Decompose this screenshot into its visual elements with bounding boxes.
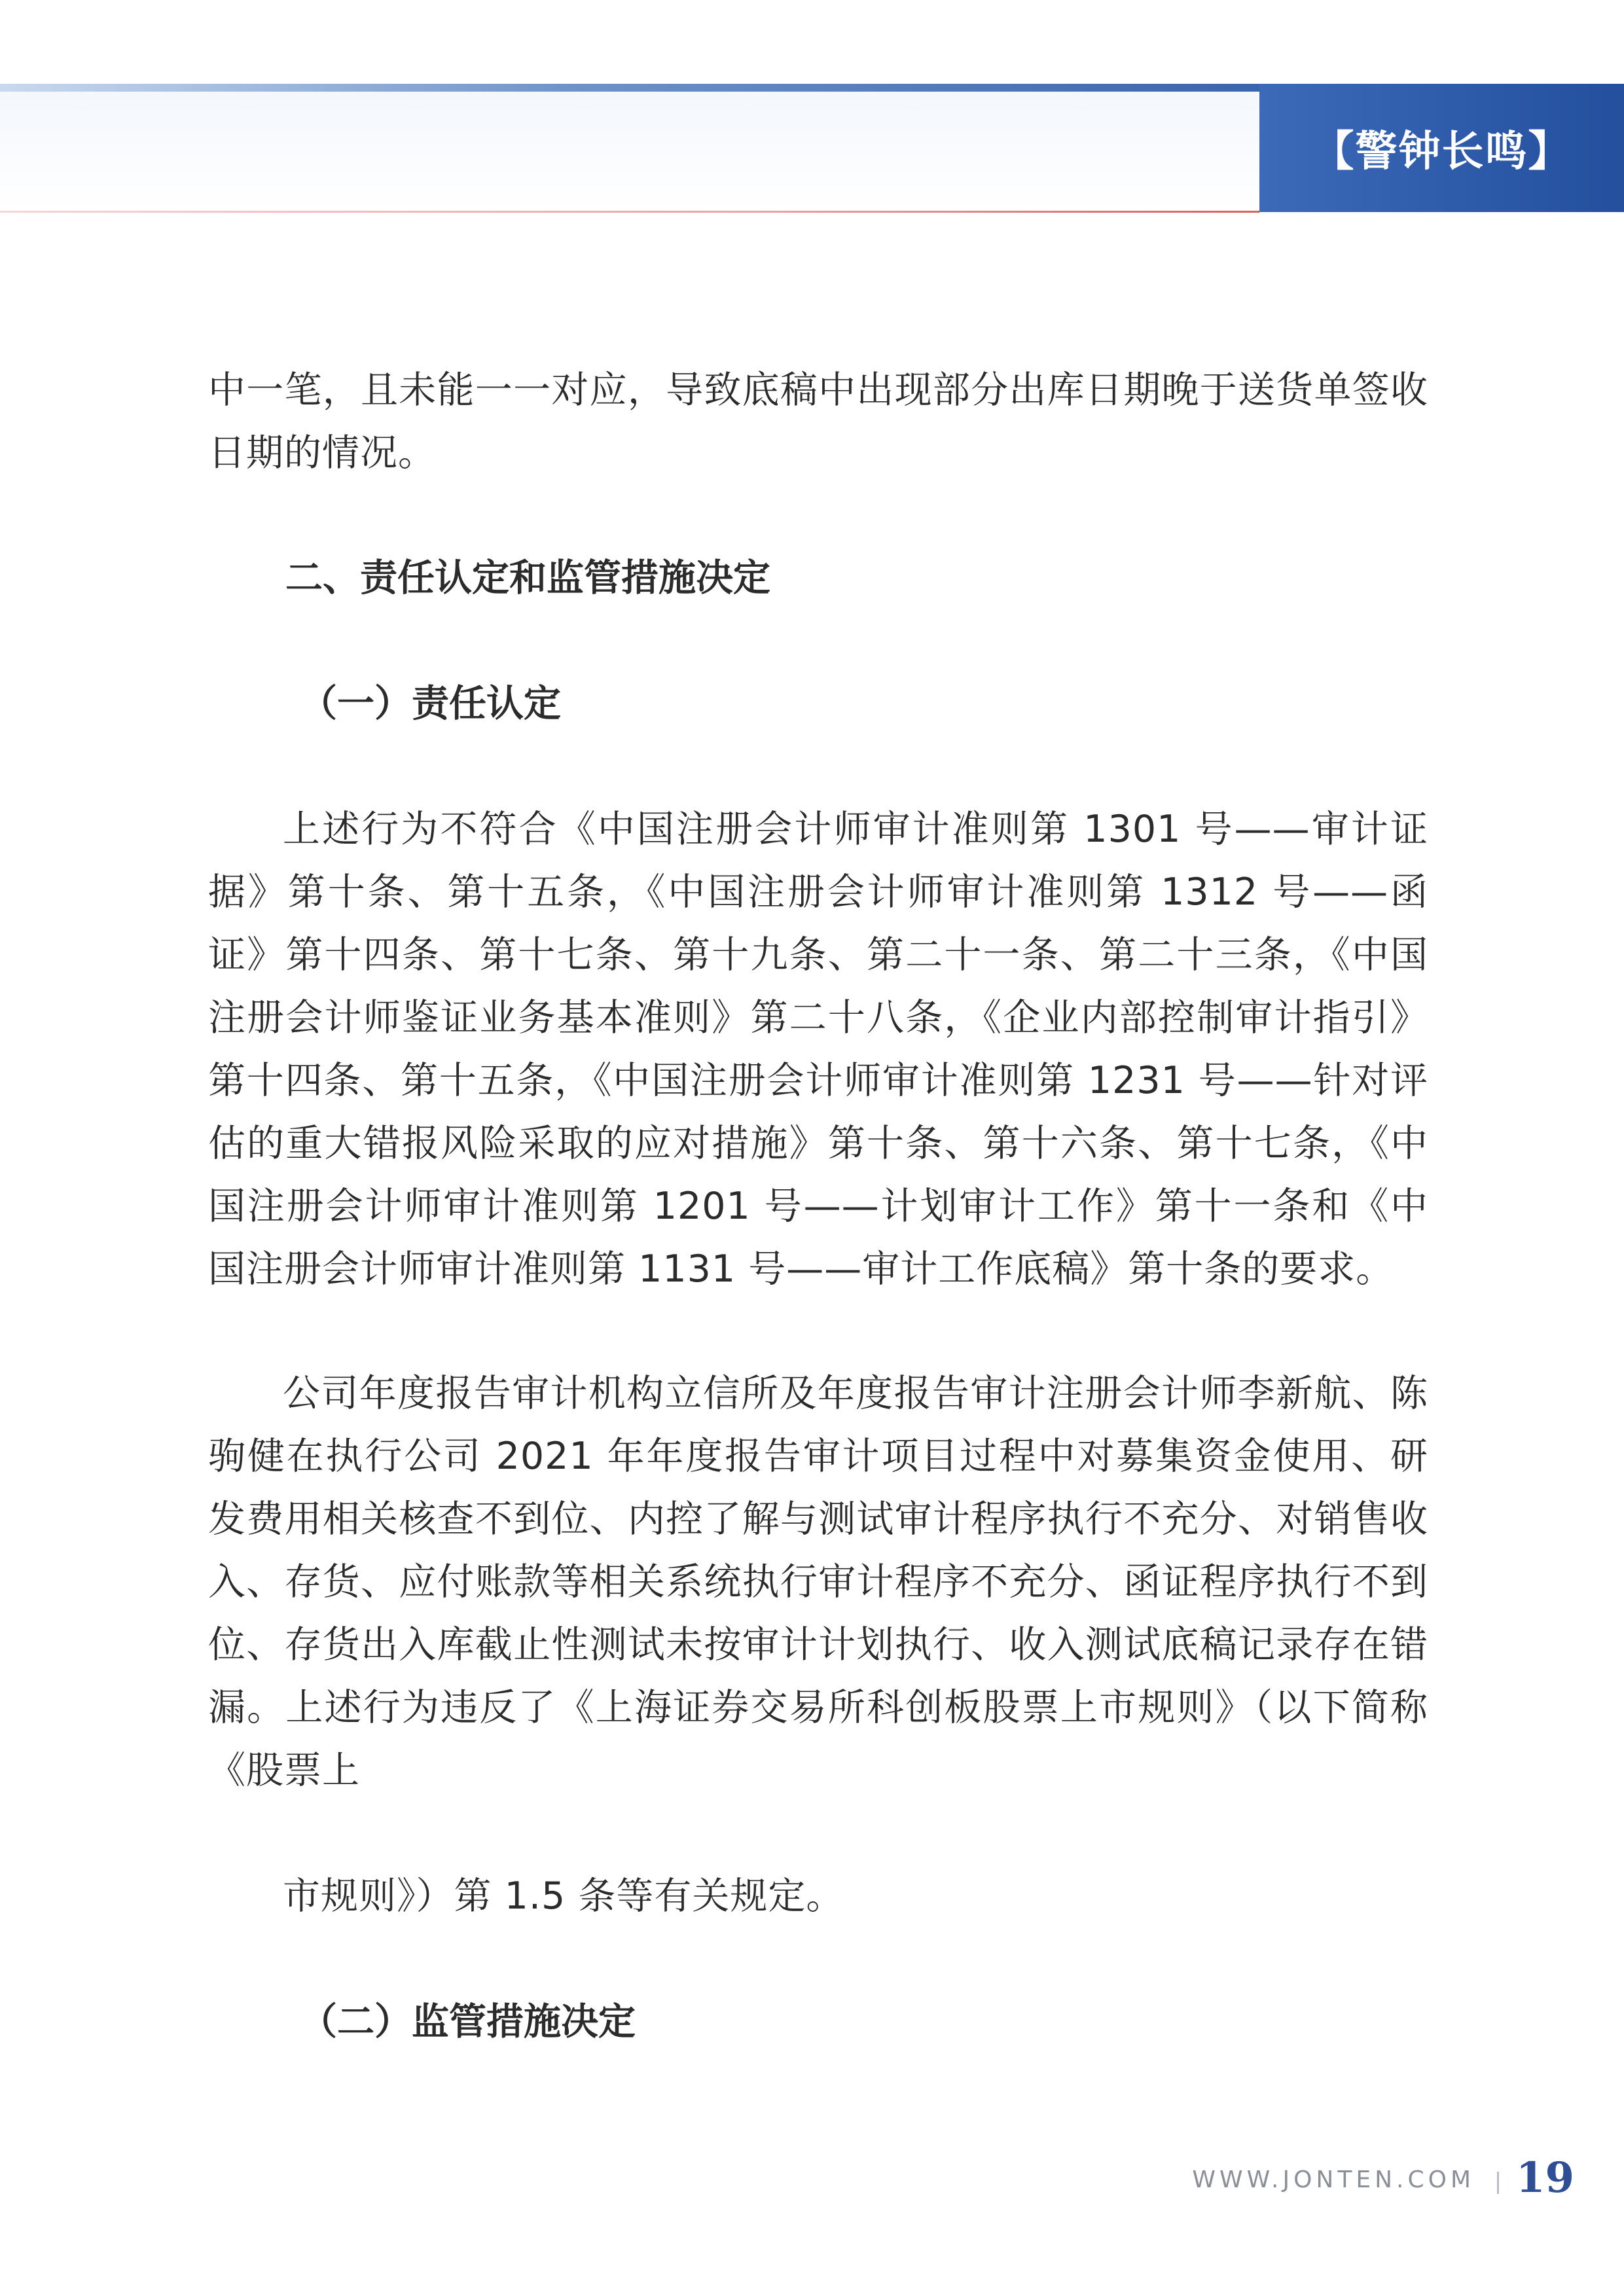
- footer-divider: [1497, 2172, 1499, 2194]
- header-bottom-line: [0, 211, 1259, 213]
- section-tag: [1259, 84, 1624, 212]
- section-heading: 二、责任认定和监管措施决定: [285, 556, 770, 600]
- subsection-heading-measures: （二）监管措施决定: [300, 2000, 636, 2043]
- section-tag-label: 【警钟长鸣】: [1312, 127, 1572, 176]
- header-top-line: [0, 84, 1259, 92]
- paragraph-audit-findings: 公司年度报告审计机构立信所及年度报告审计注册会计师李新航、陈驹健在执行公司 2021 年年度报告审计项目过程中对募集资金使用、研发费用相关核查不到位、内控了解与测试审计程序执行不充分、对销售收入、存货、应付账款等相关系统执行审计程序不充分、函证程序执行不到位、存货出入库截止性测试未按审计计划执行、收入测试底稿记录存在错漏。上述行为违反了《上海证券交易所科创板股票上市规则》（以下简称《股票上: [208, 1372, 1428, 1792]
- footer-website: WWW.JONTEN.COM: [1192, 2166, 1475, 2193]
- paragraph-standards: 上述行为不符合《中国注册会计师审计准则第 1301 号——审计证据》第十条、第十五条，《中国注册会计师审计准则第 1312 号——函证》第十四条、第十七条、第十九条、第二十一条、第二十三条，《中国注册会计师鉴证业务基本准则》第二十八条，《企业内部控制审计指引》第十四条、第十五条，《中国注册会计师审计准则第 1231 号——针对评估的重大错报风险采取的应对措施》第十条、第十六条、第十七条，《中国注册会计师审计准则第 1201 号——计划审计工作》第十一条和《中国注册会计师审计准则第 1131 号——审计工作底稿》第十条的要求。: [208, 808, 1428, 1291]
- paragraph-continued: 中一笔，且未能一一对应，导致底稿中出现部分出库日期晚于送货单签收日期的情况。: [208, 368, 1428, 475]
- subsection-heading-responsibility: （一）责任认定: [300, 682, 561, 725]
- paragraph-rules-continued: 市规则》）第 1.5 条等有关规定。: [283, 1874, 844, 1918]
- header-band: [0, 84, 1259, 212]
- page-number: 19: [1516, 2153, 1575, 2202]
